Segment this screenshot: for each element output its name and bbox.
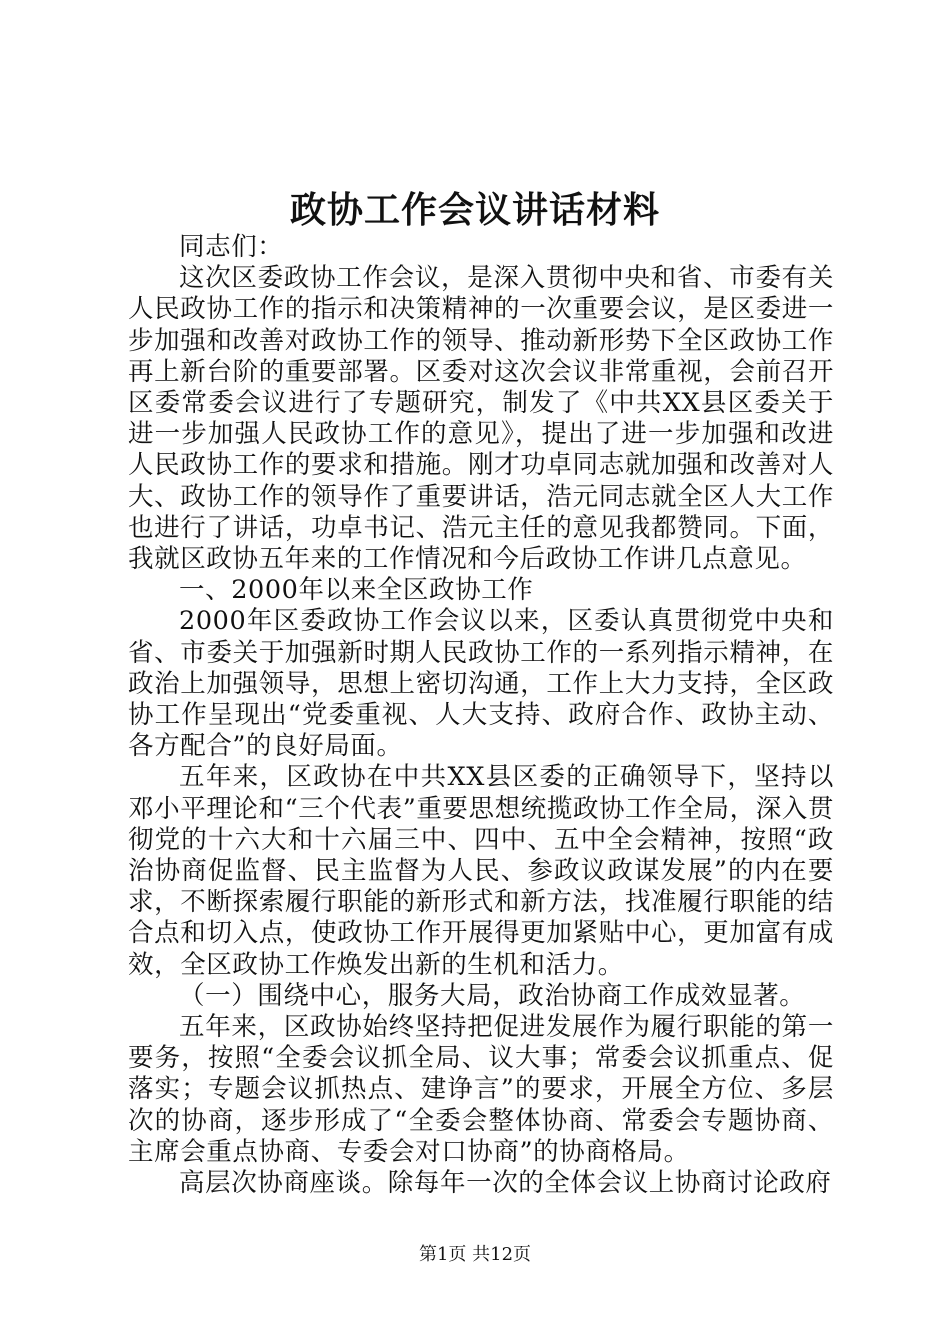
page-number-footer: 第1页 共12页: [418, 1244, 532, 1265]
document-title: 政协工作会议讲话材料: [289, 189, 660, 231]
subsection-heading: （一）围绕中心，服务大局，政治协商工作成效显著。: [179, 980, 806, 1011]
section-heading: 一、2000年以来全区政协工作: [179, 575, 534, 606]
body-paragraph: 2000年区委政协工作会议以来，区委认真贯彻党中央和省、市委关于加强新时期人民政协工作的一系列指示精神，在政治上加强领导，思想上密切沟通，工作上大力支持，全区政协工作呈现出“党委重视、人大支持、政府合作、政协主动、各方配合”的良好局面。: [128, 606, 834, 762]
salutation-paragraph: 同志们：: [179, 232, 284, 262]
body-paragraph: 五年来，区政协在中共XX县区委的正确领导下，坚持以邓小平理论和“三个代表”重要思想统揽政协工作全局，深入贯彻党的十六大和十六届三中、四中、五中全会精神，按照“政治协商促监督、民主监督为人民、参政议政谋发展”的内在要求，不断探索履行职能的新形式和新方法，找准履行职能的结合点和切入点，使政协工作开展得更加紧贴中心，更加富有成效，全区政协工作焕发出新的生机和活力。: [128, 762, 834, 980]
body-paragraph: 高层次协商座谈。除每年一次的全体会议上协商讨论政府: [179, 1168, 832, 1199]
body-paragraph: 五年来，区政协始终坚持把促进发展作为履行职能的第一要务，按照“全委会议抓全局、议大事；常委会议抓重点、促落实；专题会议抓热点、建诤言”的要求，开展全方位、多层次的协商，逐步形成了“全委会整体协商、常委会专题协商、主席会重点协商、专委会对口协商”的协商格局。: [128, 1012, 834, 1167]
body-paragraph: 这次区委政协工作会议，是深入贯彻中央和省、市委有关人民政协工作的指示和决策精神的一次重要会议，是区委进一步加强和改善对政协工作的领导、推动新形势下全区政协工作再上新台阶的重要部署。区委对这次会议非常重视，会前召开区委常委会议进行了专题研究，制发了《中共XX县区委关于进一步加强人民政协工作的意见》，提出了进一步加强和改进人民政协工作的要求和措施。刚才功卓同志就加强和改善对人大、政协工作的领导作了重要讲话，浩元同志就全区人大工作也进行了讲话，功卓书记、浩元主任的意见我都赞同。下面，我就区政协五年来的工作情况和今后政协工作讲几点意见。: [128, 263, 834, 575]
document-body: [128, 232, 834, 1199]
